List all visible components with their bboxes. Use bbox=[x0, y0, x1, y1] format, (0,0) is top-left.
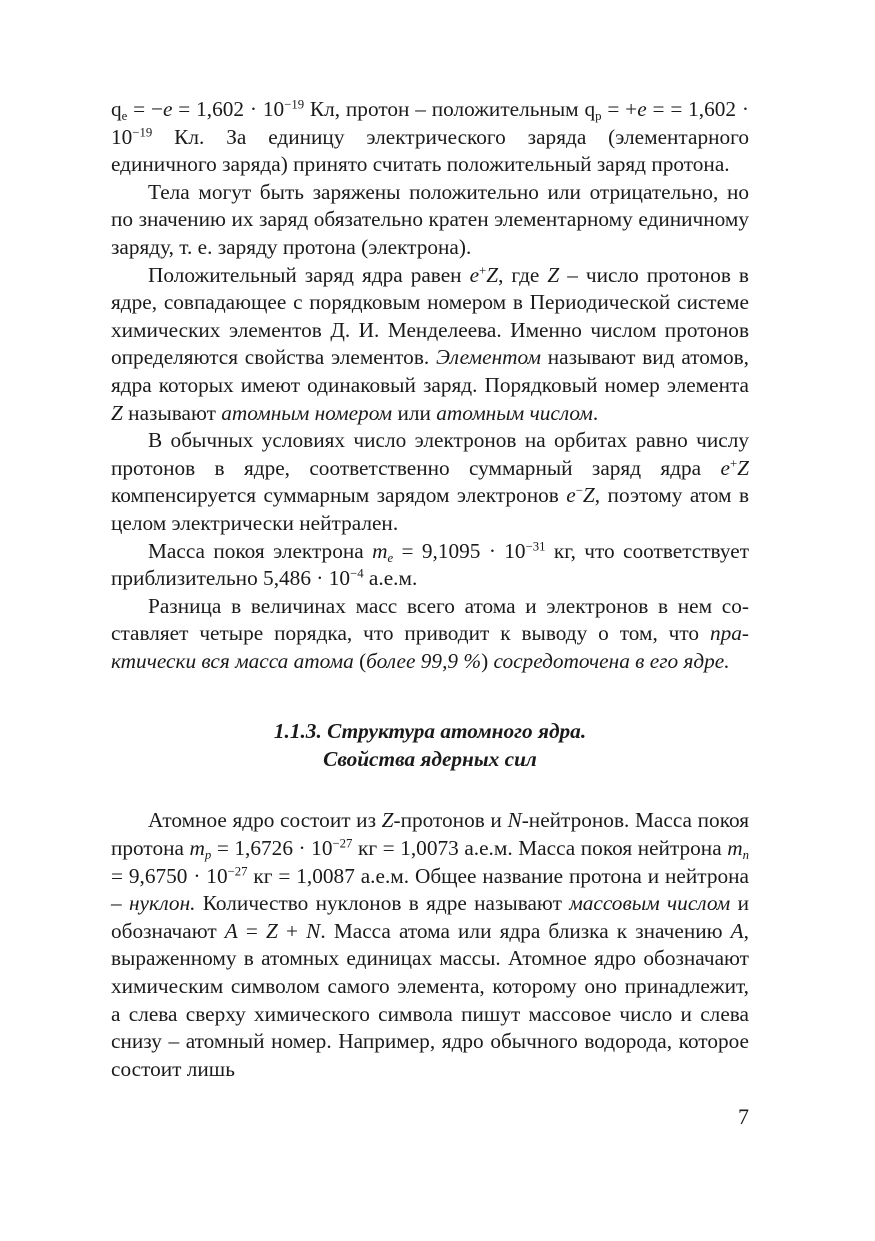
section-heading-line-1: 1.1.3. Структура атомного ядра. bbox=[273, 719, 587, 744]
section-heading bbox=[111, 717, 749, 773]
paragraph-nucleus-charge: Положительный заряд ядра равен e+Z, где Z – число протонов в ядре, совпадающее с порядковым номером в Периодической системе химических элементов Д. И. Менделеева. Именно числом протонов определяются свойства элементов. Элементом называют вид атомов, ядра которых имеют одинаковый заряд. Порядковый номер элемента Z называют атомным номером или атомным числом. bbox=[111, 262, 749, 425]
section-heading-line-2: Свойства ядерных сил bbox=[323, 747, 537, 772]
page-number: 7 bbox=[738, 1104, 749, 1129]
paragraph-charge-multiples: Тела могут быть заряжены положительно или отрицательно, но по значению их заряд обязательно кратен элементарному единичному заряду, т. е. заряду протона (электрона). bbox=[111, 179, 749, 259]
page-content bbox=[111, 96, 749, 1083]
paragraph-mass-difference: Разница в величинах масс всего атома и электронов в нем составляет четыре порядка, что приводит к выводу о том, что практически вся масса атома (более 99,9 %) сосредоточена в его ядре. bbox=[111, 593, 749, 673]
paragraph-neutral-atom: В обычных условиях число электронов на орбитах равно числу протонов в ядре, соответственно суммарный заряд ядра e+Z компенсируется суммарным зарядом электронов e−Z, поэтому атом в целом электрически нейтрален. bbox=[111, 428, 750, 535]
paragraph-nucleus-structure: Атомное ядро состоит из Z-протонов и N-нейтронов. Масса покоя протона $m_p = 1,6726 \cdot 10^{-27}$ кг = 1,0073 а.е.м. Масса покоя нейтрона $m_n = 9,6750 \cdot 10^{-27}$ кг = 1,0087 а.е.м. Общее название протона и нейтрона – нуклон. Количество нуклонов в ядре называют массовым числом и обозначают A = Z + N. Масса атома или ядра близка к значению A, выраженному в атомных единицах массы. Атомное ядро обозначают химическим символом самого элемента, которому оно принадлежит, а слева сверху химического символа пишут массовое число и слева снизу – атомный номер. Например, ядро обычного водорода, которое состоит лишь bbox=[111, 808, 749, 1081]
paragraph-electron-mass: Масса покоя электрона $m_e = 9,1095 \cdot 10^{-31}$ кг, что соответствует приблизительно $5,486 \cdot 10^{-4}$ а.е.м. bbox=[111, 538, 749, 591]
paragraph-charge-values: $q_e = -e = 1,602 \cdot 10^{-19}$ Кл, протон – положительным $q_p = +e$ = = $1,602 \cdot 10^{-19}$ Кл. За единицу электрического заряда (элементарного единичного заряда) принято считать положительный заряд протона. bbox=[111, 97, 749, 177]
